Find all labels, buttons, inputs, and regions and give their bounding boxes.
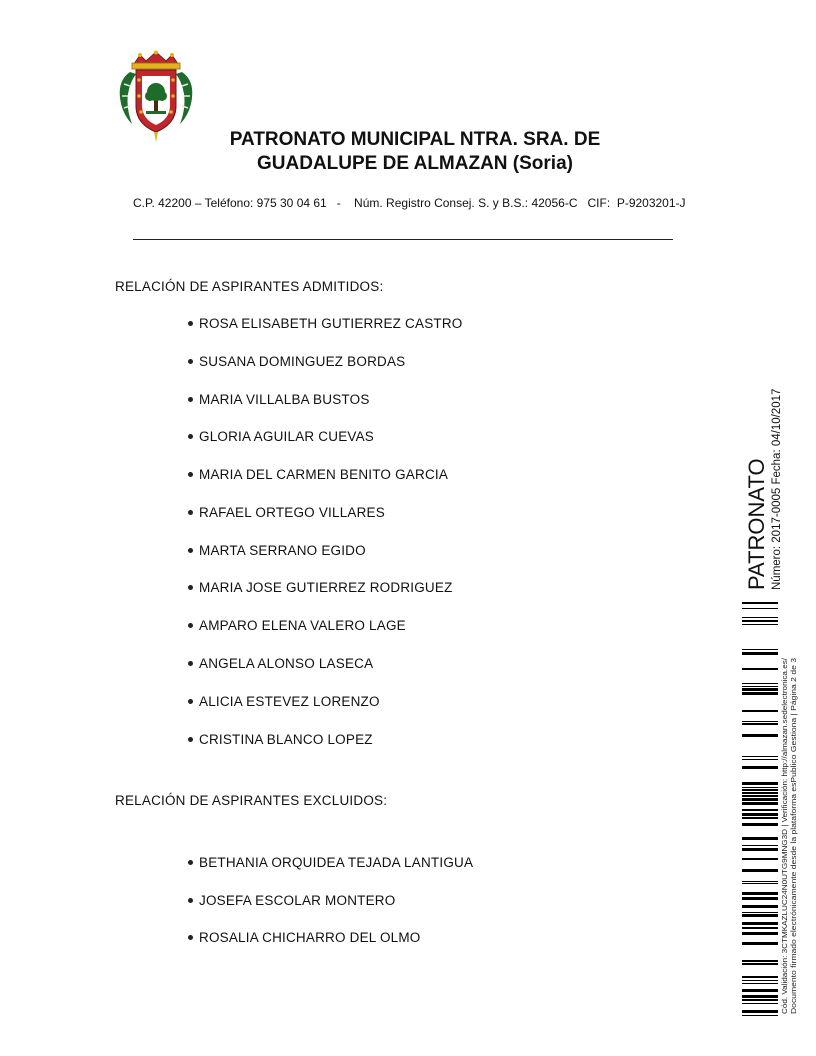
header-divider	[133, 239, 673, 240]
applicant-name: RAFAEL ORTEGO VILLARES	[199, 505, 385, 520]
bullet-icon	[188, 434, 193, 439]
organization-title-line-1: PATRONATO MUNICIPAL NTRA. SRA. DE	[229, 129, 601, 150]
barcode-bar	[742, 980, 778, 981]
list-item	[188, 930, 421, 945]
list-item	[188, 855, 473, 870]
barcode-bar	[742, 976, 778, 978]
barcode-bar	[742, 1010, 778, 1013]
barcode-bar	[742, 723, 778, 725]
verification-legend	[779, 656, 799, 1016]
barcode-bar	[742, 798, 778, 801]
contact-details: C.P. 42200 – Teléfono: 975 30 04 61 - Núm. Registro Consej. S. y B.S.: 42056-C CIF: P-9203201-J	[133, 196, 686, 210]
bullet-icon	[188, 860, 193, 865]
barcode-bar	[742, 995, 778, 998]
bullet-icon	[188, 935, 193, 940]
barcode-bar	[742, 734, 778, 737]
barcode-bar	[742, 683, 778, 684]
barcode-bar	[742, 789, 778, 791]
barcode-bar	[742, 620, 778, 622]
barcode-bar	[742, 960, 778, 962]
verification-line-1: Cód. Validación: 3CTMKAZLUC24N0UTG9MNG3D | Verificación: http://almazan.sedelectronica.es/	[782, 706, 789, 1014]
registry-stamp	[702, 372, 816, 592]
bullet-icon	[188, 898, 193, 903]
list-item	[188, 656, 373, 671]
list-item	[188, 580, 453, 595]
barcode-bar	[742, 927, 778, 929]
applicant-name: ANGELA ALONSO LASECA	[199, 656, 374, 671]
barcode-bar	[742, 823, 778, 826]
stamp-entity: PATRONATO	[744, 458, 769, 590]
barcode-bar	[742, 668, 778, 670]
barcode-bar	[742, 817, 778, 819]
barcode-bar	[742, 837, 778, 840]
barcode-bar	[742, 983, 778, 984]
barcode-bar	[742, 608, 778, 609]
bullet-icon	[188, 737, 193, 742]
excluded-heading: RELACIÓN DE ASPIRANTES EXCLUIDOS:	[115, 793, 388, 808]
barcode-bar	[742, 624, 778, 625]
barcode-bar	[742, 649, 778, 650]
applicant-name: MARIA JOSE GUTIERREZ RODRIGUEZ	[199, 580, 453, 595]
applicant-name: CRISTINA BLANCO LOPEZ	[199, 732, 373, 747]
list-item	[188, 505, 385, 520]
barcode-bar	[742, 652, 778, 655]
bullet-icon	[188, 623, 193, 628]
bullet-icon	[188, 661, 193, 666]
admitted-heading: RELACIÓN DE ASPIRANTES ADMITIDOS:	[115, 279, 384, 294]
barcode-bar	[742, 922, 778, 925]
barcode-bar	[742, 792, 778, 794]
applicant-name: MARIA DEL CARMEN BENITO GARCIA	[199, 467, 449, 482]
barcode-bar	[742, 1003, 778, 1004]
barcode-bar	[742, 999, 778, 1001]
barcode-bar	[742, 912, 778, 913]
stamp-record: Número: 2017-0005 Fecha: 04/10/2017	[771, 388, 783, 590]
barcode-bar	[742, 756, 778, 757]
barcode-bar	[742, 905, 778, 908]
barcode-bar	[742, 782, 778, 785]
barcode-bar	[742, 686, 778, 687]
barcode-bar	[742, 766, 778, 769]
barcode-bar	[742, 1015, 778, 1016]
barcode-bar	[742, 688, 778, 691]
barcode-bar	[742, 802, 778, 805]
barcode-bar	[742, 602, 778, 604]
list-item	[188, 694, 380, 709]
list-item	[188, 392, 370, 407]
organization-title-line-2: GUADALUPE DE ALMAZAN (Soria)	[257, 153, 573, 174]
list-item	[188, 354, 405, 369]
barcode-bar	[742, 759, 778, 760]
bullet-icon	[188, 397, 193, 402]
barcode-bar	[742, 942, 778, 945]
barcode-bar	[742, 809, 778, 811]
bullet-icon	[188, 548, 193, 553]
list-item	[188, 316, 463, 331]
barcode-bar	[742, 692, 778, 695]
barcode-bar	[742, 787, 778, 788]
applicant-name: ROSA ELISABETH GUTIERREZ CASTRO	[199, 316, 463, 331]
validation-barcode	[742, 602, 778, 1016]
list-item	[188, 467, 448, 482]
bullet-icon	[188, 699, 193, 704]
barcode-bar	[742, 914, 778, 917]
applicant-name: MARTA SERRANO EGIDO	[199, 543, 366, 558]
list-item	[188, 893, 395, 908]
verification-line-2: Documento firmado electrónicamente desde la plataforma esPublico Gestiona | Página 2 de 3	[791, 723, 798, 1014]
list-item	[188, 618, 406, 633]
applicant-name: ROSALIA CHICHARRO DEL OLMO	[199, 930, 421, 945]
barcode-bar	[742, 721, 778, 722]
barcode-bar	[742, 845, 778, 846]
applicant-name: GLORIA AGUILAR CUEVAS	[199, 429, 375, 444]
barcode-bar	[742, 617, 778, 618]
barcode-bar	[742, 858, 778, 860]
barcode-bar	[742, 932, 778, 935]
applicant-name: AMPARO ELENA VALERO LAGE	[199, 618, 406, 633]
list-item	[188, 429, 374, 444]
applicant-name: JOSEFA ESCOLAR MONTERO	[199, 893, 396, 908]
barcode-bar	[742, 710, 778, 712]
applicant-name: ALICIA ESTEVEZ LORENZO	[199, 694, 380, 709]
list-item	[188, 543, 366, 558]
bullet-icon	[188, 472, 193, 477]
bullet-icon	[188, 585, 193, 590]
bullet-icon	[188, 510, 193, 515]
barcode-bar	[742, 881, 778, 882]
applicant-name: SUSANA DOMINGUEZ BORDAS	[199, 354, 406, 369]
barcode-bar	[742, 963, 778, 965]
barcode-bar	[742, 989, 778, 992]
bullet-icon	[188, 321, 193, 326]
applicant-name: BETHANIA ORQUIDEA TEJADA LANTIGUA	[199, 855, 474, 870]
barcode-bar	[742, 897, 778, 900]
barcode-bar	[742, 869, 778, 872]
list-item	[188, 732, 373, 747]
barcode-bar	[742, 795, 778, 797]
barcode-bar	[742, 848, 778, 851]
barcode-bar	[742, 883, 778, 884]
barcode-bar	[742, 892, 778, 895]
applicant-name: MARIA VILLALBA BUSTOS	[199, 392, 370, 407]
bullet-icon	[188, 359, 193, 364]
barcode-bar	[742, 813, 778, 816]
